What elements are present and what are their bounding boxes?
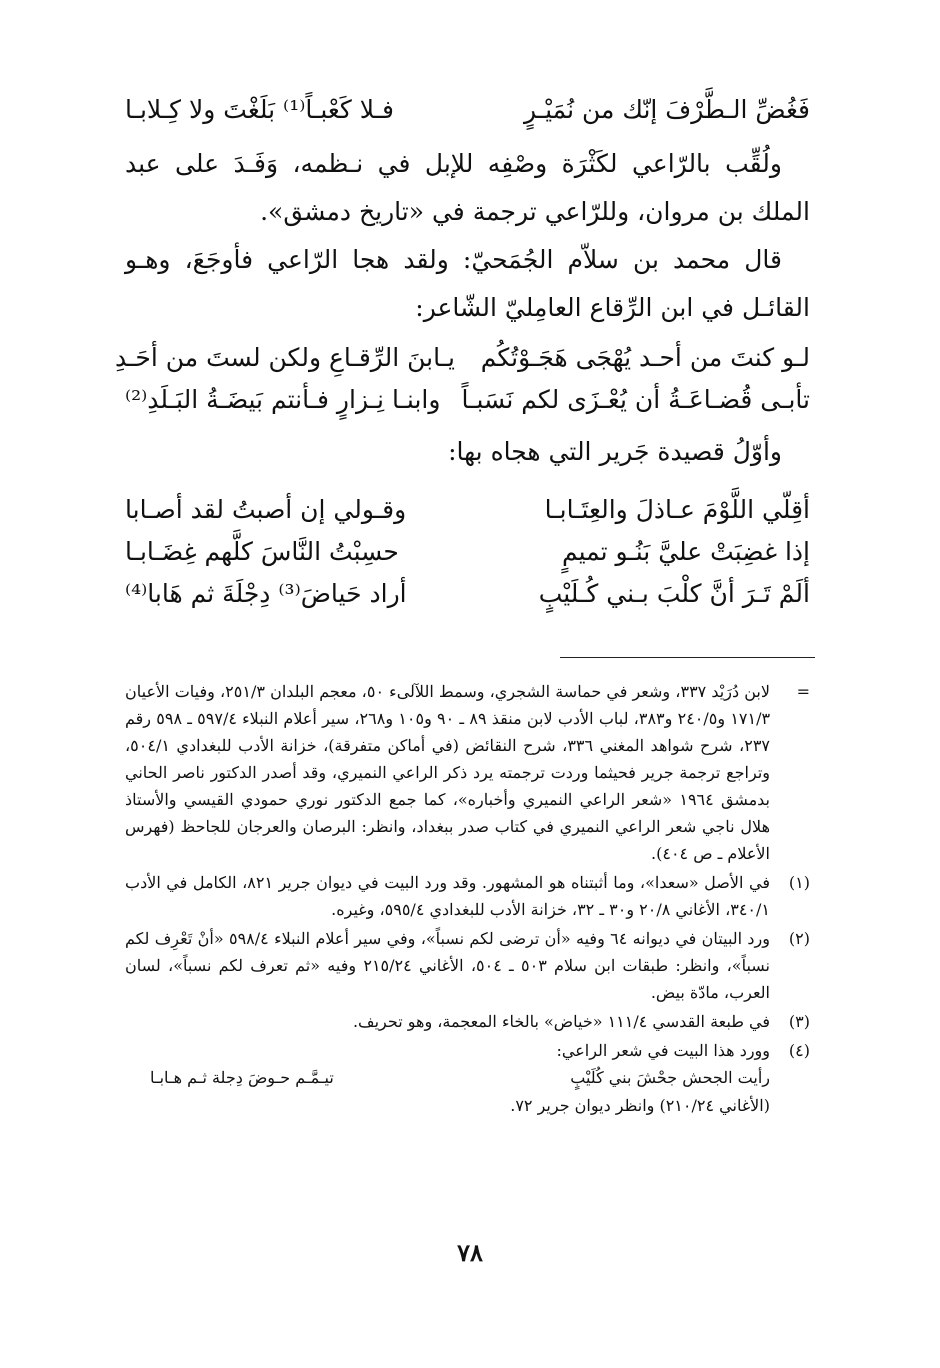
footnotes xyxy=(125,678,810,1119)
hemistich-second: يـابنَ الرِّقـاعِ ولكن لستَ من أحَـدِ xyxy=(114,342,455,372)
hemistich-second: وقـولي إن أصبتُ لقد أصـابا xyxy=(125,494,407,524)
main-text xyxy=(114,88,810,614)
footnote-2 xyxy=(125,925,810,1006)
footnote-marker: = xyxy=(796,682,810,701)
hemistich-first: لـو كنتَ من أحـد يُهْجَى هَجَـوْتُكُم xyxy=(480,342,810,372)
footnote-divider xyxy=(560,657,815,658)
footnote-text: ورد البيتان في ديوانه ٦٤ وفيه «أن ترضى لكم نسباً»، وفي سير أعلام النبلاء ٥٩٨/٤ «أنْ تَعْرِف لكم نسباً»، وانظر: طبقات ابن سلام ٥٠٣ ـ ٥٠٤، الأغاني ٢١٥/٢٤ وفيه «ثم تعرف لكم نسباً»، لسان العرب، مادّة بيض. xyxy=(125,929,771,1002)
hemistich-second: تيـمَّـم حـوضَ دِجلة ثـم هـابـا xyxy=(150,1068,334,1087)
hemistich-second: حسِبْتُ النَّاسَ كلَّهم غِضَـابـا xyxy=(125,536,399,566)
footnote-marker: (٢) xyxy=(788,929,810,948)
hemistich-first: ألَمْ تَـرَ أنَّ كلْبَ بـني كُـلَيْبٍ xyxy=(538,578,810,608)
footnote-1 xyxy=(125,869,810,923)
footnote-text: في طبعة القدسي ١١١/٤ «خياض» بالخاء المعجمة، وهو تحريف. xyxy=(352,1012,770,1031)
poem-jarir xyxy=(125,488,810,614)
hemistich-first: أقِلّي اللَّوْمَ عـاذلَ والعِتَـابـا xyxy=(544,494,810,524)
footnote-marker: (٣) xyxy=(788,1012,810,1031)
page-number: ٧٨ xyxy=(457,1238,483,1267)
footnote-text: وورد هذا البيت في شعر الراعي: xyxy=(556,1041,770,1060)
paragraph-raai-title: ولُقِّب بالرّاعي لكَثْرَة وصْفِه للإبل في نـظمه، وَفَـدَ على عبد الملك بن مروان، وللرّاعي ترجمة في «تاريخ دمشق». xyxy=(125,149,810,226)
footnote-source: (الأغاني ٢١٠/٢٤) وانظر ديوان جرير ٧٢. xyxy=(510,1096,770,1115)
footnote-marker: (٤) xyxy=(788,1041,810,1060)
verse-line xyxy=(125,378,810,420)
hemistich-first: فَغُضِّ الـطَّرْفَ إنّك من نُمَيْـرٍ xyxy=(524,94,810,124)
hemistich-second: أراد حَياضَ⁽³⁾ دِجْلَةَ ثم هَابا⁽⁴⁾ xyxy=(125,578,407,608)
footnote-marker: (١) xyxy=(788,873,810,892)
hemistich-second: فـلا كَعْبـاً⁽¹⁾ بَلَغْتَ ولا كِـلابـا xyxy=(125,94,394,124)
footnote-text: في الأصل «سعدا»، وما أثبتناه هو المشهور. وقد ورد البيت في ديوان جرير ٨٢١، الكامل في الأدب ٣٤٠/١، الأغاني ٢٠/٨ و٣٠ ـ ٣٢، خزانة الأدب للبغدادي ٥٩٥/٤، وغيره. xyxy=(125,873,770,919)
verse-line xyxy=(125,572,810,614)
poem-raai xyxy=(114,336,810,420)
footnote-verse xyxy=(150,1064,770,1092)
hemistich-first: إذا غضِبَتْ عليَّ بَنُـو تميمٍ xyxy=(561,536,810,566)
footnote-body xyxy=(125,1037,770,1119)
verse-line xyxy=(114,336,810,378)
poem-jarir-intro: وأوّلُ قصيدة جَرير التي هجاه بها: xyxy=(448,437,782,466)
footnote-text: لابن دُرَيْد ٣٣٧، وشعر في حماسة الشجري، وسمط اللآلىء ٥٠، معجم البلدان ٢٥١/٣، وفيات الأعيان ١٧١/٣ و٢٤٠/٥ و٣٨٣، لباب الأدب لابن منقذ ٨٩ ـ ٩٠ و١٠٥ و٢٦٨، سير أعلام النبلاء ٥٩٧/٤ ـ ٥٩٨ رقم ٢٣٧، شرح شواهد المغني ٣٣٦، شرح النقائض (في أماكن متفرقة)، خزانة الأدب للبغدادي ٥٠٤/١، وتراجع ترجمة جرير فحيثما وردت ترجمته يرد ذكر الراعي النميري، وقد أصدر الدكتور ناصر الحاني بدمشق ١٩٦٤ «شعر الراعي النميري وأخباره»، كما جمع الدكتور نوري حمودي القيسي والأستاذ هلال ناجي شعر الراعي النميري في كتاب صدر ببغداد، وانظر: البرصان والعرجان للجاحظ (فهرس الأعلام ـ ص ٤٠٤). xyxy=(125,682,771,863)
verse-top xyxy=(125,88,810,130)
paragraph-ibn-sallam: قال محمد بن سلاّم الجُمَحيّ: ولقد هجا الرّاعي فأوجَعَ، وهـو القائـل في ابن الرِّقاع العامِليّ الشّاعر: xyxy=(125,245,810,322)
hemistich-first: تأبـى قُضـاعَـةُ أن يُعْـزَى لكم نَسَبـاً xyxy=(461,384,810,414)
verse-line xyxy=(125,488,810,530)
verse-line xyxy=(125,530,810,572)
footnote-4 xyxy=(125,1037,810,1119)
footnote-continued xyxy=(125,678,810,867)
footnote-3 xyxy=(125,1008,810,1035)
hemistich-second: وابنـا نِـزارٍ فـأنتم بَيضَـةُ البَـلَدِ⁽²⁾ xyxy=(125,384,441,414)
hemistich-first: رأيت الجحش جحْشَ بني كُلَيْبٍ xyxy=(570,1068,770,1087)
